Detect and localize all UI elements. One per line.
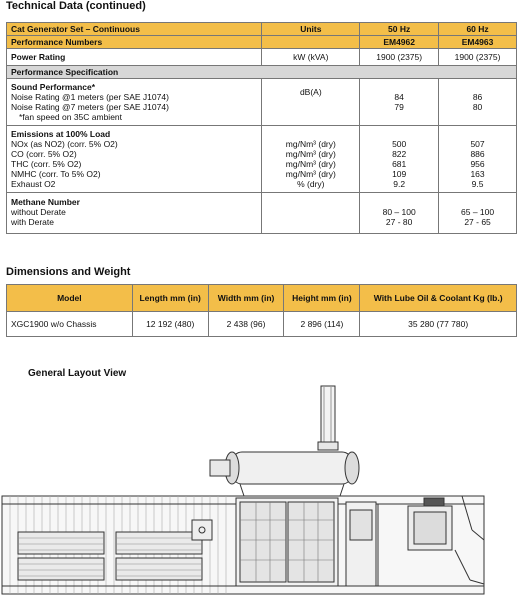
- performance-numbers-row: [7, 36, 517, 49]
- value: 79: [394, 102, 404, 112]
- emissions-line: NOx (as NO2) (corr. 5% O2): [11, 139, 118, 149]
- value: 163: [470, 169, 485, 179]
- sound-label-cell: [7, 79, 262, 126]
- emissions-50hz-cell: [360, 126, 439, 193]
- control-box: [192, 520, 212, 540]
- value: 500: [392, 139, 407, 149]
- sound-line: Noise Rating @7 meters (per SAE J1074): [11, 102, 169, 112]
- value: 507: [470, 139, 485, 149]
- header-cell: Height mm (in): [284, 285, 360, 312]
- section-label: Performance Specification: [7, 66, 517, 79]
- layout-view-heading: General Layout View: [28, 368, 127, 379]
- emissions-label-cell: [7, 126, 262, 193]
- radiator-grille: [18, 532, 104, 554]
- unit: mg/Nm³ (dry): [285, 149, 336, 159]
- sound-note: *fan speed on 35C ambient: [19, 112, 123, 122]
- sound-unit: dB(A): [262, 79, 360, 126]
- row-cell: kW (kVA): [262, 49, 360, 66]
- value: 886: [470, 149, 485, 159]
- row-cell: 1900 (2375): [439, 49, 517, 66]
- value: 84: [394, 92, 404, 102]
- generator-layout-drawing: [0, 380, 521, 596]
- row-cell: XGC1900 w/o Chassis: [7, 312, 133, 337]
- methane-title: Methane Number: [11, 197, 80, 207]
- value: 9.5: [471, 179, 484, 189]
- table-header-row: [7, 23, 517, 36]
- dimensions-heading: Dimensions and Weight: [6, 266, 131, 278]
- performance-spec-row: [7, 66, 517, 79]
- row-cell: 2 438 (96): [208, 312, 284, 337]
- technical-data-table: [6, 22, 517, 234]
- row-cell: 12 192 (480): [132, 312, 208, 337]
- value: 9.2: [393, 179, 406, 189]
- emissions-line: Exhaust O2: [11, 179, 56, 189]
- technical-data-heading: Technical Data (continued): [6, 0, 146, 12]
- value: 956: [470, 159, 485, 169]
- value: 27 - 65: [464, 217, 491, 227]
- header-cell: 50 Hz: [360, 23, 439, 36]
- radiator-grille: [116, 532, 202, 554]
- power-rating-row: [7, 49, 517, 66]
- value: 681: [392, 159, 407, 169]
- methane-unit-cell: [262, 193, 360, 234]
- table-header-row: [7, 285, 517, 312]
- row-cell: 2 896 (114): [284, 312, 360, 337]
- value: 27 - 80: [385, 217, 413, 227]
- row-cell: EM4962: [360, 36, 439, 49]
- value: 65 – 100: [461, 207, 495, 217]
- emissions-line: THC (corr. 5% O2): [11, 159, 82, 169]
- header-cell: Length mm (in): [132, 285, 208, 312]
- unit: % (dry): [297, 179, 325, 189]
- emissions-title: Emissions at 100% Load: [11, 129, 111, 139]
- emissions-line: NMHC (corr. To 5% O2): [11, 169, 101, 179]
- sound-title: Sound Performance*: [11, 82, 96, 92]
- row-label: Performance Numbers: [7, 36, 262, 49]
- row-cell: 1900 (2375): [360, 49, 439, 66]
- methane-50hz-cell: [360, 193, 439, 234]
- sound-line: Noise Rating @1 meters (per SAE J1074): [11, 92, 169, 102]
- value: 86: [472, 92, 483, 102]
- emissions-60hz-cell: [439, 126, 517, 193]
- value: 80 – 100: [382, 207, 416, 217]
- dimensions-table: [6, 284, 517, 337]
- methane-label-cell: [7, 193, 262, 234]
- sound-row: [7, 79, 517, 126]
- header-cell: Cat Generator Set – Continuous: [7, 23, 262, 36]
- unit: mg/Nm³ (dry): [285, 169, 336, 179]
- table-row: [7, 312, 517, 337]
- radiator-grille: [18, 558, 104, 580]
- value: 822: [392, 149, 407, 159]
- radiator-grille: [116, 558, 202, 580]
- row-cell: [262, 36, 360, 49]
- logo-plate: [424, 498, 444, 506]
- sound-60hz-cell: [439, 79, 517, 126]
- value: 109: [392, 169, 407, 179]
- header-cell: Units: [262, 23, 360, 36]
- emissions-units-cell: [262, 126, 360, 193]
- header-cell: Model: [7, 285, 133, 312]
- silencer: [232, 452, 352, 484]
- emissions-row: [7, 126, 517, 193]
- header-cell: Width mm (in): [208, 285, 284, 312]
- methane-line: with Derate: [11, 217, 54, 227]
- methane-line: without Derate: [11, 207, 66, 217]
- row-cell: 35 280 (77 780): [360, 312, 517, 337]
- emissions-line: CO (corr. 5% O2): [11, 149, 77, 159]
- header-cell: 60 Hz: [439, 23, 517, 36]
- exhaust-stack: [321, 386, 335, 444]
- row-cell: EM4963: [439, 36, 517, 49]
- header-cell: With Lube Oil & Coolant Kg (lb.): [360, 285, 517, 312]
- value: 80: [472, 102, 483, 112]
- unit: mg/Nm³ (dry): [285, 159, 336, 169]
- row-label: Power Rating: [7, 49, 262, 66]
- unit: mg/Nm³ (dry): [285, 139, 336, 149]
- methane-row: [7, 193, 517, 234]
- sound-50hz-cell: [360, 79, 439, 126]
- methane-60hz-cell: [439, 193, 517, 234]
